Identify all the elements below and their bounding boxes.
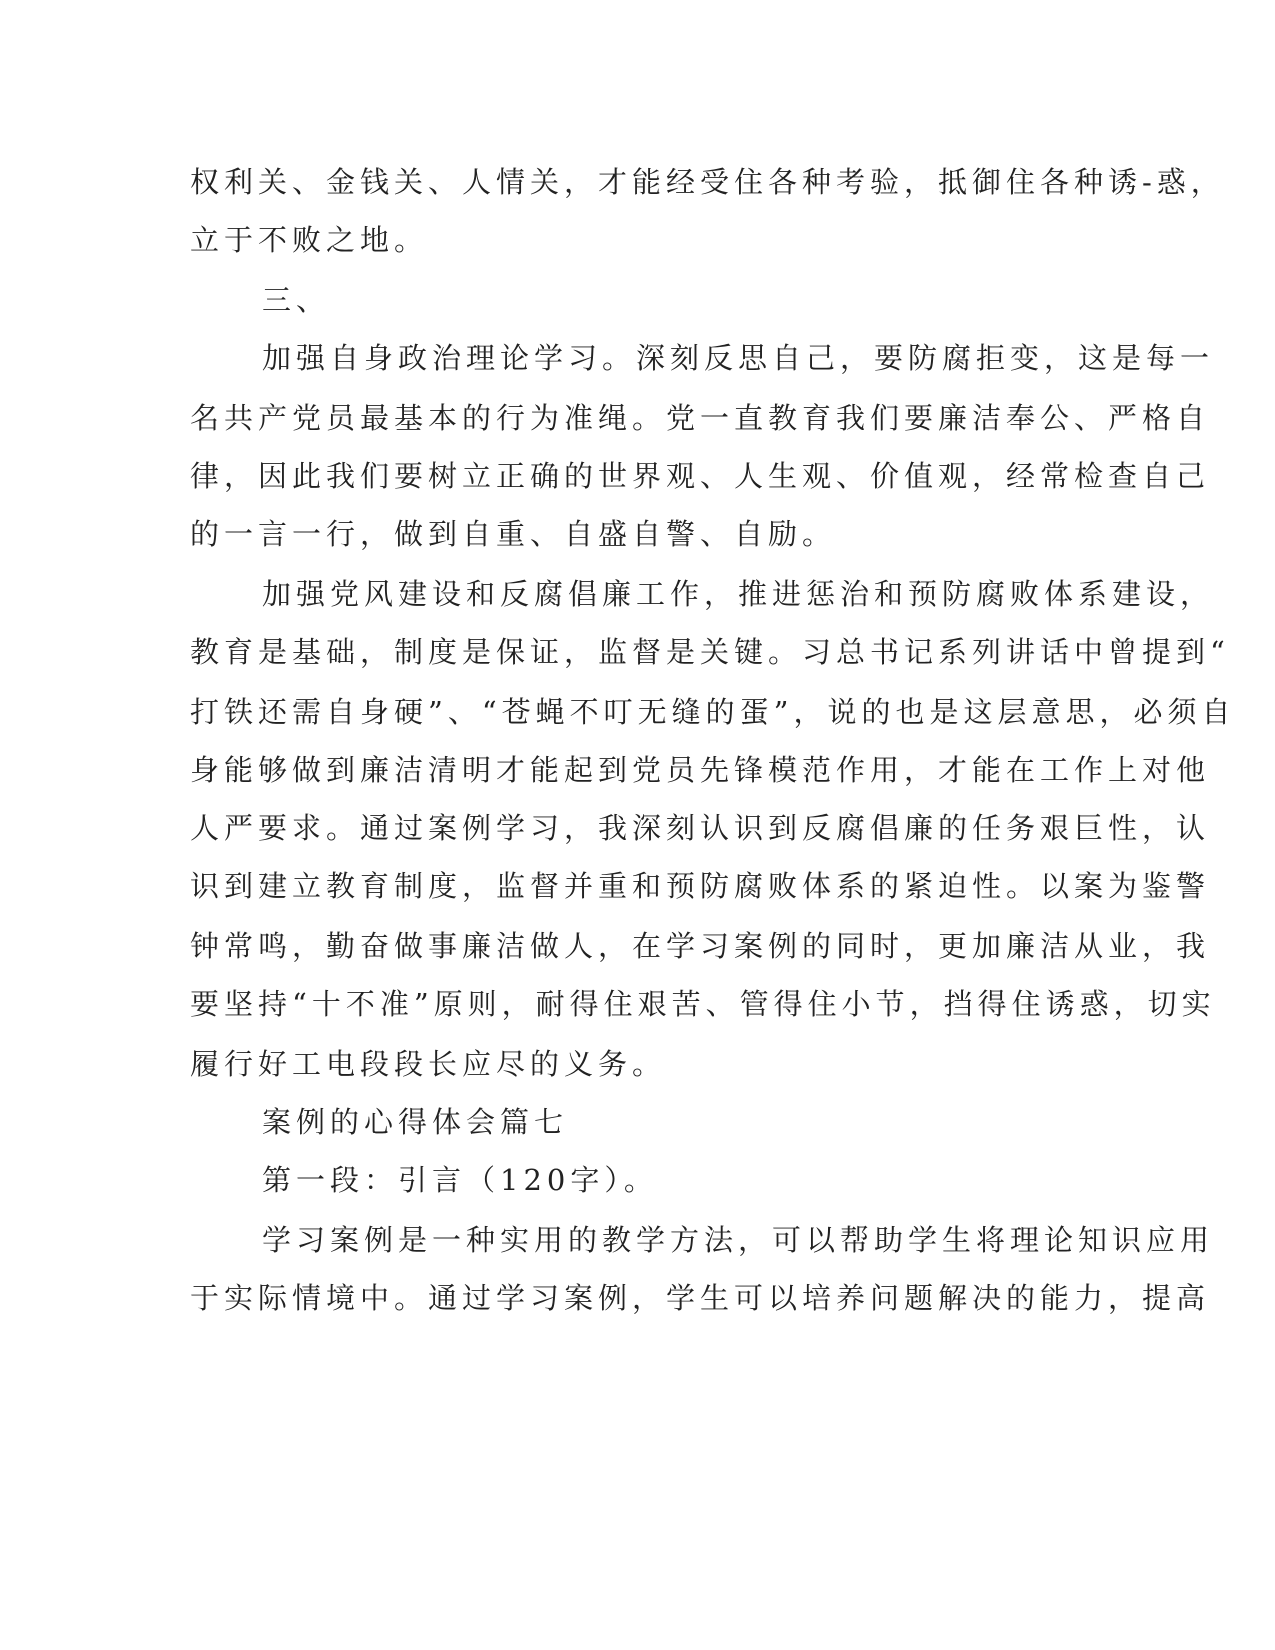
section-heading: 案例的心得体会篇七 (262, 1105, 569, 1139)
text-line: 履行好工电段段长应尽的义务。 (190, 1047, 667, 1081)
text-line: 打铁还需自身硬”、“苍蝇不叮无缝的蛋”，说的也是这层意思，必须自 (190, 695, 1236, 729)
text-line: 钟常鸣，勤奋做事廉洁做人，在学习案例的同时，更加廉洁从业，我 (190, 929, 1211, 963)
text-line: 教育是基础，制度是保证，监督是关键。习总书记系列讲话中曾提到“ (190, 635, 1230, 669)
text-line: 律，因此我们要树立正确的世界观、人生观、价值观，经常检查自己 (190, 459, 1211, 493)
text-line: 立于不败之地。 (190, 223, 429, 257)
text-line: 人严要求。通过案例学习，我深刻认识到反腐倡廉的任务艰巨性，认 (190, 811, 1211, 845)
text-line: 于实际情境中。通过学习案例，学生可以培养问题解决的能力，提高 (190, 1281, 1211, 1315)
paragraph-start: 加强自身政治理论学习。深刻反思自己，要防腐拒变，这是每一 (262, 341, 1215, 375)
text-line: 权利关、金钱关、人情关，才能经受住各种考验，抵御住各种诱-惑， (190, 165, 1225, 199)
text-line: 的一言一行，做到自重、自盛自警、自励。 (190, 517, 837, 551)
text-line: 要坚持“十不准”原则，耐得住艰苦、管得住小节，挡得住诱惑，切实 (190, 987, 1216, 1021)
text-line: 身能够做到廉洁清明才能起到党员先锋模范作用，才能在工作上对他 (190, 753, 1211, 787)
paragraph-start: 加强党风建设和反腐倡廉工作，推进惩治和预防腐败体系建设， (262, 577, 1215, 611)
subsection-heading: 第一段：引言（120字）。 (262, 1163, 658, 1197)
text-line: 识到建立教育制度，监督并重和预防腐败体系的紧迫性。以案为鉴警 (190, 869, 1211, 903)
text-line: 名共产党员最基本的行为准绳。党一直教育我们要廉洁奉公、严格自 (190, 401, 1211, 435)
paragraph-start: 学习案例是一种实用的教学方法，可以帮助学生将理论知识应用 (262, 1223, 1215, 1257)
section-number: 三、 (262, 283, 331, 317)
